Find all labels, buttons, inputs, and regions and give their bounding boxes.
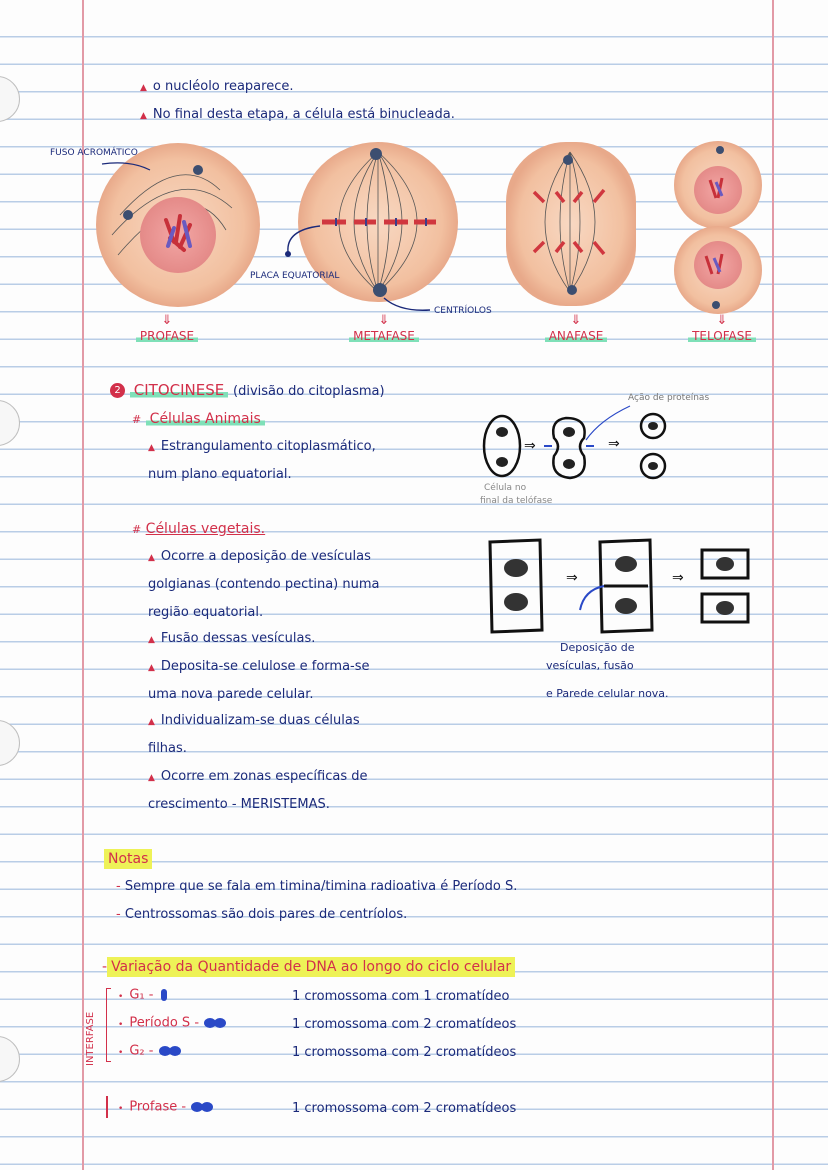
bullet-icon: ▲ <box>148 663 155 673</box>
telophase-cell <box>674 141 762 314</box>
animais-text-line <box>148 468 292 481</box>
vegetais-heading: # Células vegetais. <box>132 521 266 537</box>
dna-heading: - Variação da Quantidade de DNA ao longo do ciclo celular <box>102 960 515 974</box>
dna-row-desc <box>292 1018 516 1031</box>
acao-label: Ação de proteínas <box>628 393 710 403</box>
dna-desc: 1 cromossoma com 2 cromatídeos <box>292 1017 517 1032</box>
animais-heading-text: Células Animais <box>146 411 265 427</box>
vegetais-text: Ocorre a deposição de vesículas <box>160 549 371 564</box>
notas-title: Notas <box>104 849 152 869</box>
celula-label: final da telófase <box>480 496 553 506</box>
placa-label: PLACA EQUATORIAL <box>250 271 340 281</box>
vegetais-text: Ocorre em zonas específicas de <box>160 769 368 784</box>
bullet-icon: • <box>118 991 124 1002</box>
section-subtitle: (divisão do citoplasma) <box>233 384 385 399</box>
animal-cytokinesis-figure <box>470 380 770 510</box>
svg-text:⇒: ⇒ <box>608 436 620 452</box>
bullet-icon: ▲ <box>148 553 155 563</box>
section-number-badge: 2 <box>110 383 125 398</box>
dna-desc: 1 cromossoma com 1 cromatídeo <box>292 989 510 1004</box>
bullet-icon: ▲ <box>148 635 155 645</box>
chromosome-double-icon <box>203 1016 227 1030</box>
bullet-icon: ▲ <box>148 443 155 453</box>
bullet-icon: • <box>118 1047 124 1058</box>
note-text: No final desta etapa, a célula está binucleada. <box>152 107 455 122</box>
plant-figure-caption <box>560 634 635 661</box>
plant-cytokinesis-figure <box>480 530 770 640</box>
profase-bracket <box>106 1096 108 1118</box>
vegetais-text: crescimento - MERISTEMAS. <box>148 797 330 812</box>
vegetais-text: filhas. <box>148 741 187 756</box>
celula-label: Célula no <box>484 483 527 493</box>
vegetais-line <box>148 742 187 755</box>
vegetais-text: golgianas (contendo pectina) numa <box>148 577 380 592</box>
phase-item-prophase <box>132 314 202 343</box>
interfase-text: INTERFASE <box>85 1011 96 1066</box>
down-arrow-icon: ⇓ <box>378 313 390 328</box>
vegetais-text: uma nova parede celular. <box>148 687 314 702</box>
notas-item: - Sempre que se fala em timina/timina radioativa é Período S. <box>116 879 518 894</box>
vegetais-line <box>148 550 371 563</box>
dna-row <box>118 1100 214 1114</box>
vegetais-line <box>148 798 330 811</box>
dna-row-desc <box>292 990 509 1003</box>
phase-item-metaphase <box>346 314 422 343</box>
bullet-icon: • <box>118 1019 124 1030</box>
animais-heading: # Células Animais <box>132 412 265 426</box>
phase-item-telophase <box>684 314 760 343</box>
dna-title: Variação da Quantidade de DNA ao longo do ciclo celular <box>107 957 515 977</box>
animais-text-line <box>148 440 376 453</box>
vegetais-text: Fusão dessas vesículas. <box>160 631 316 646</box>
phase-label: ANAFASE <box>545 329 608 343</box>
dna-row <box>118 1016 227 1030</box>
phase-item-anaphase <box>538 314 614 343</box>
dna-phase: G₁ - <box>129 987 154 1003</box>
citocinese-heading <box>110 383 385 398</box>
svg-text:⇒: ⇒ <box>524 438 536 454</box>
caption-line: e Parede celular nova. <box>546 687 669 700</box>
bullet-icon: ▲ <box>148 717 155 727</box>
binder-hole <box>0 400 20 446</box>
phase-label: METAFASE <box>349 329 419 343</box>
notas-heading <box>104 852 152 866</box>
placa-arrow-dot <box>285 251 291 257</box>
dna-phase: Profase - <box>129 1099 187 1115</box>
caption-line: vesículas, fusão <box>546 659 634 672</box>
note-line <box>140 80 293 93</box>
vegetais-line <box>148 660 370 673</box>
dna-row <box>118 1044 182 1058</box>
dna-row-desc <box>292 1102 516 1115</box>
bullet-icon: • <box>118 1103 124 1114</box>
binder-hole <box>0 720 20 766</box>
vegetais-line <box>148 770 367 783</box>
dna-row-desc <box>292 1046 516 1059</box>
vegetais-text: Deposita-se celulose e forma-se <box>160 659 370 674</box>
down-arrow-icon: ⇓ <box>570 313 582 328</box>
note-line <box>140 108 455 121</box>
binder-hole <box>0 76 20 122</box>
down-arrow-icon: ⇓ <box>716 313 728 328</box>
dna-desc: 1 cromossoma com 2 cromatídeos <box>292 1101 517 1116</box>
dna-row <box>118 988 170 1002</box>
vegetais-line <box>148 714 360 727</box>
fuso-label: FUSO ACROMÁTICO <box>50 148 138 158</box>
plant-figure-caption <box>546 688 669 699</box>
dna-phase: Período S - <box>129 1015 200 1031</box>
vegetais-line <box>148 688 314 701</box>
svg-text:⇒: ⇒ <box>566 570 578 586</box>
bullet-icon: ▲ <box>140 111 147 121</box>
animais-text: num plano equatorial. <box>148 467 292 482</box>
centriolos-label: CENTRÍOLOS <box>434 306 492 316</box>
chromosome-double-icon <box>158 1044 182 1058</box>
dna-desc: 1 cromossoma com 2 cromatídeos <box>292 1045 517 1060</box>
anaphase-cell <box>506 142 636 306</box>
notas-text: Centrossomas são dois pares de centríolos. <box>124 907 408 922</box>
phase-label: TELOFASE <box>688 329 756 343</box>
interfase-bracket <box>106 988 111 1062</box>
chromosome-double-icon <box>190 1100 214 1114</box>
binder-hole <box>0 1036 20 1082</box>
interfase-label <box>86 1012 96 1066</box>
phase-label: PROFASE <box>136 329 198 343</box>
plant-figure-caption <box>546 660 634 671</box>
down-arrow-icon: ⇓ <box>161 313 173 328</box>
vegetais-heading-text: Células vegetais. <box>145 521 266 537</box>
vegetais-line <box>148 632 315 645</box>
bullet-icon: ▲ <box>148 773 155 783</box>
dna-phase: G₂ - <box>129 1043 154 1059</box>
vegetais-text: Individualizam-se duas células <box>160 713 360 728</box>
section-title: CITOCINESE <box>130 381 228 399</box>
prophase-cell <box>96 143 260 307</box>
vegetais-line <box>148 606 263 619</box>
note-text: o nucléolo reaparece. <box>152 79 294 94</box>
svg-text:⇒: ⇒ <box>672 570 684 586</box>
notas-text: Sempre que se fala em timina/timina radioativa é Período S. <box>124 879 518 894</box>
caption-line: Deposição de <box>560 641 635 654</box>
notas-item: - Centrossomas são dois pares de centríolos. <box>116 907 408 922</box>
animais-text: Estrangulamento citoplasmático, <box>160 439 376 454</box>
vegetais-text: região equatorial. <box>148 605 264 620</box>
bullet-icon: ▲ <box>140 83 147 93</box>
chromosome-single-icon <box>158 988 170 1002</box>
vegetais-line <box>148 578 379 591</box>
